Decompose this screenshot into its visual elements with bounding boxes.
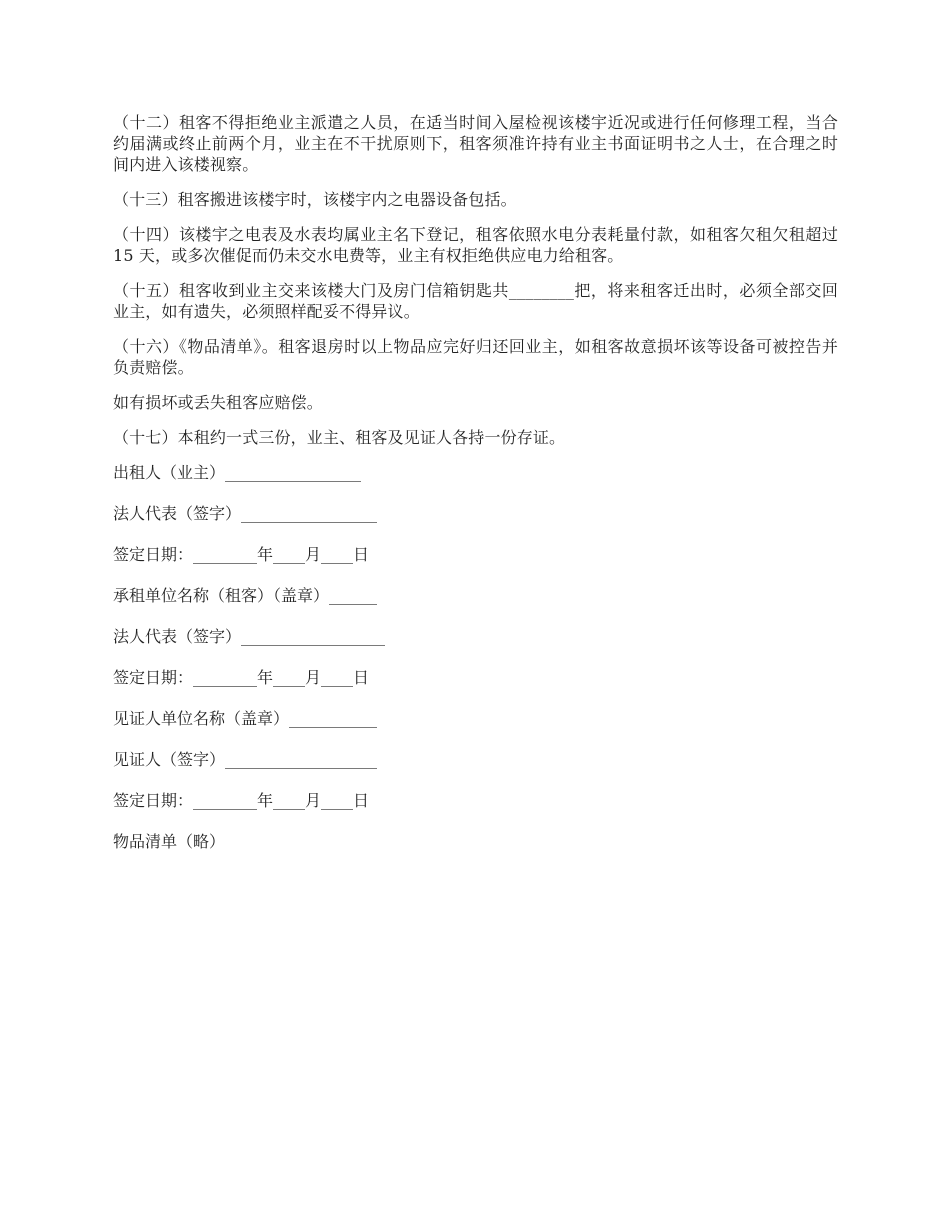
clause-13: （十三）租客搬进该楼宇时，该楼宇内之电器设备包括。 [113, 190, 517, 209]
clause-16: （十六）《物品清单》。租客退房时以上物品应完好归还回业主，如租客故意损坏该等设备可被控告并负责赔偿。 [113, 337, 838, 377]
damage-note: 如有损坏或丢失租客应赔偿。 [113, 393, 323, 412]
witness-date-line: 签定日期：________年____月____日 [113, 791, 370, 810]
witness-signature-line: 见证人（签字）___________________ [113, 750, 378, 769]
lessee-date-line: 签定日期：________年____月____日 [113, 668, 370, 687]
clause-17: （十七）本租约一式三份，业主、租客及见证人各持一份存证。 [113, 428, 566, 447]
item-list-note: 物品清单（略） [113, 832, 226, 851]
lessor-line: 出租人（业主）_________________ [113, 463, 362, 482]
lessee-legal-rep-line: 法人代表（签字）__________________ [113, 627, 386, 646]
clause-12: （十二）租客不得拒绝业主派遣之人员，在适当时间入屋检视该楼宇近况或进行任何修理工程，当合约届满或终止前两个月，业主在不干扰原则下，租客须准许持有业主书面证明书之人士，在合理之时间内进入该楼视察。 [113, 113, 838, 174]
lessee-name-line: 承租单位名称（租客）（盖章）______ [113, 586, 378, 605]
witness-org-line: 见证人单位名称（盖章）___________ [113, 709, 378, 728]
clause-15: （十五）租客收到业主交来该楼大门及房门信箱钥匙共________把，将来租客迁出时，必须全部交回业主，如有遗失，必须照样配妥不得异议。 [113, 281, 838, 321]
lessor-legal-rep-line: 法人代表（签字）_________________ [113, 504, 378, 523]
lessor-date-line: 签定日期：________年____月____日 [113, 545, 370, 564]
clause-14: （十四）该楼宇之电表及水表均属业主名下登记，租客依照水电分表耗量付款，如租客欠租欠租超过 15 天，或多次催促而仍未交水电费等，业主有权拒绝供应电力给租客。 [113, 225, 838, 265]
